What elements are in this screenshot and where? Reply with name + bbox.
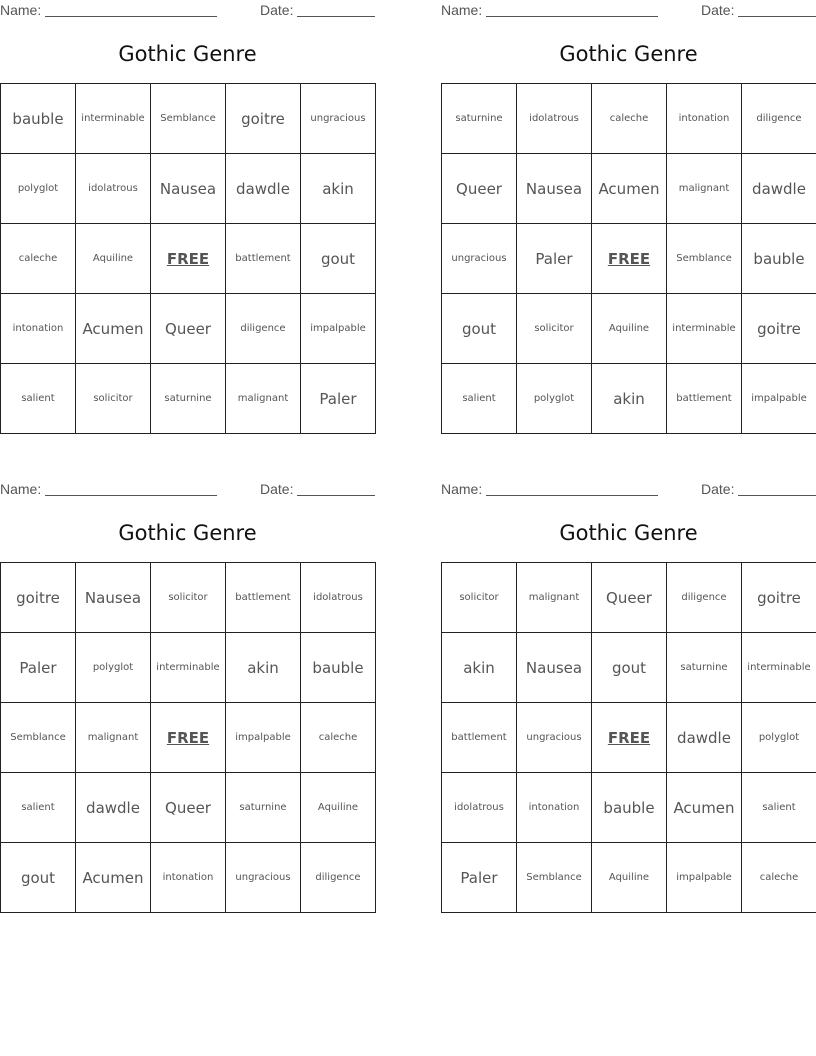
grid-row [1, 224, 376, 294]
name-label: Name: [0, 481, 42, 497]
bingo-cell: battlement [442, 703, 517, 773]
bingo-cell: saturnine [442, 84, 517, 154]
grid-row [442, 294, 816, 364]
bingo-cell: Acumen [667, 773, 742, 843]
bingo-cell: gout [1, 843, 76, 913]
bingo-cell: polyglot [742, 703, 816, 773]
bingo-cell: bauble [742, 224, 816, 294]
bingo-cell: akin [226, 633, 301, 703]
bingo-cell: Queer [442, 154, 517, 224]
date-field[interactable] [738, 16, 816, 17]
bingo-cell: Semblance [151, 84, 226, 154]
bingo-cell: ungracious [517, 703, 592, 773]
name-field[interactable] [486, 16, 658, 17]
bingo-cell: malignant [76, 703, 151, 773]
bingo-cell: caleche [592, 84, 667, 154]
bingo-grid [441, 562, 816, 913]
bingo-cell: dawdle [742, 154, 816, 224]
grid-row [1, 84, 376, 154]
bingo-cell: Aquiline [76, 224, 151, 294]
bingo-cell: caleche [742, 843, 816, 913]
bingo-cell: battlement [226, 563, 301, 633]
bingo-cell: salient [1, 773, 76, 843]
grid-row [442, 703, 816, 773]
bingo-cell: diligence [301, 843, 376, 913]
bingo-cell: Paler [1, 633, 76, 703]
name-label: Name: [441, 481, 483, 497]
grid-row [442, 154, 816, 224]
bingo-cell: Paler [517, 224, 592, 294]
bingo-cell: bauble [592, 773, 667, 843]
bingo-cell: Nausea [76, 563, 151, 633]
bingo-cell: impalpable [301, 294, 376, 364]
bingo-grid [0, 83, 376, 434]
bingo-cell: Queer [151, 294, 226, 364]
bingo-cell: interminable [667, 294, 742, 364]
bingo-cell: Nausea [151, 154, 226, 224]
free-space-cell: FREE [151, 703, 226, 773]
name-label: Name: [441, 2, 483, 18]
bingo-cell: akin [301, 154, 376, 224]
bingo-cell: malignant [517, 563, 592, 633]
bingo-cell: Aquiline [592, 843, 667, 913]
card-title: Gothic Genre [118, 42, 257, 66]
grid-row [442, 633, 816, 703]
free-space-cell: FREE [592, 224, 667, 294]
bingo-cell: gout [592, 633, 667, 703]
bingo-cell: impalpable [667, 843, 742, 913]
bingo-cell: interminable [742, 633, 816, 703]
bingo-cell: intonation [151, 843, 226, 913]
bingo-cell: solicitor [517, 294, 592, 364]
grid-row [1, 633, 376, 703]
bingo-cell: ungracious [442, 224, 517, 294]
date-field[interactable] [297, 495, 375, 496]
bingo-cell: goitre [742, 294, 816, 364]
bingo-cell: ungracious [301, 84, 376, 154]
bingo-cell: akin [592, 364, 667, 434]
bingo-cell: idolatrous [442, 773, 517, 843]
grid-row [1, 294, 376, 364]
bingo-cell: Acumen [76, 294, 151, 364]
bingo-cell: dawdle [76, 773, 151, 843]
bingo-cell: Nausea [517, 633, 592, 703]
bingo-cell: polyglot [76, 633, 151, 703]
bingo-cell: intonation [667, 84, 742, 154]
bingo-cell: Queer [151, 773, 226, 843]
name-field[interactable] [45, 16, 217, 17]
bingo-grid [441, 83, 816, 434]
grid-row [442, 224, 816, 294]
bingo-cell: idolatrous [517, 84, 592, 154]
bingo-cell: salient [1, 364, 76, 434]
bingo-cell: Queer [592, 563, 667, 633]
grid-row [442, 84, 816, 154]
grid-row [442, 773, 816, 843]
bingo-cell: battlement [226, 224, 301, 294]
bingo-cell: impalpable [742, 364, 816, 434]
bingo-cell: gout [301, 224, 376, 294]
date-label: Date: [701, 2, 735, 18]
date-label: Date: [701, 481, 735, 497]
bingo-cell: saturnine [667, 633, 742, 703]
grid-row [1, 703, 376, 773]
date-field[interactable] [297, 16, 375, 17]
bingo-cell: salient [442, 364, 517, 434]
bingo-cell: interminable [151, 633, 226, 703]
bingo-cell: Acumen [592, 154, 667, 224]
bingo-cell: idolatrous [76, 154, 151, 224]
grid-row [1, 843, 376, 913]
name-field[interactable] [486, 495, 658, 496]
bingo-cell: Paler [442, 843, 517, 913]
bingo-cell: gout [442, 294, 517, 364]
bingo-cell: Semblance [1, 703, 76, 773]
name-date-row [441, 479, 816, 499]
bingo-cell: akin [442, 633, 517, 703]
bingo-cell: goitre [226, 84, 301, 154]
name-date-row [441, 0, 816, 20]
bingo-cell: intonation [517, 773, 592, 843]
free-space-cell: FREE [151, 224, 226, 294]
name-label: Name: [0, 2, 42, 18]
bingo-grid [0, 562, 376, 913]
bingo-cell: Aquiline [592, 294, 667, 364]
bingo-cell: saturnine [226, 773, 301, 843]
bingo-cell: intonation [1, 294, 76, 364]
bingo-cell: goitre [1, 563, 76, 633]
grid-row [1, 563, 376, 633]
bingo-cell: solicitor [442, 563, 517, 633]
bingo-cell: Aquiline [301, 773, 376, 843]
grid-row [1, 364, 376, 434]
bingo-cell: salient [742, 773, 816, 843]
date-field[interactable] [738, 495, 816, 496]
date-label: Date: [260, 481, 294, 497]
grid-row [442, 563, 816, 633]
bingo-cell: diligence [742, 84, 816, 154]
bingo-cell: solicitor [151, 563, 226, 633]
card-title: Gothic Genre [559, 42, 698, 66]
bingo-cell: solicitor [76, 364, 151, 434]
bingo-cell: battlement [667, 364, 742, 434]
bingo-cell: Semblance [517, 843, 592, 913]
free-space-cell: FREE [592, 703, 667, 773]
bingo-cell: Paler [301, 364, 376, 434]
bingo-cell: diligence [667, 563, 742, 633]
bingo-cell: ungracious [226, 843, 301, 913]
grid-row [442, 364, 816, 434]
bingo-cell: polyglot [1, 154, 76, 224]
bingo-cell: malignant [226, 364, 301, 434]
bingo-cell: bauble [1, 84, 76, 154]
bingo-cell: malignant [667, 154, 742, 224]
date-label: Date: [260, 2, 294, 18]
card-title: Gothic Genre [118, 521, 257, 545]
bingo-cell: impalpable [226, 703, 301, 773]
bingo-cell: Acumen [76, 843, 151, 913]
card-title: Gothic Genre [559, 521, 698, 545]
grid-row [442, 843, 816, 913]
bingo-cell: bauble [301, 633, 376, 703]
grid-row [1, 773, 376, 843]
name-field[interactable] [45, 495, 217, 496]
bingo-cell: saturnine [151, 364, 226, 434]
bingo-cell: Semblance [667, 224, 742, 294]
bingo-cell: Nausea [517, 154, 592, 224]
bingo-cell: caleche [301, 703, 376, 773]
bingo-cell: dawdle [226, 154, 301, 224]
bingo-cell: goitre [742, 563, 816, 633]
bingo-cell: caleche [1, 224, 76, 294]
bingo-cell: diligence [226, 294, 301, 364]
name-date-row [0, 479, 375, 499]
name-date-row [0, 0, 375, 20]
grid-row [1, 154, 376, 224]
bingo-cell: idolatrous [301, 563, 376, 633]
bingo-cell: dawdle [667, 703, 742, 773]
bingo-cell: polyglot [517, 364, 592, 434]
bingo-cell: interminable [76, 84, 151, 154]
